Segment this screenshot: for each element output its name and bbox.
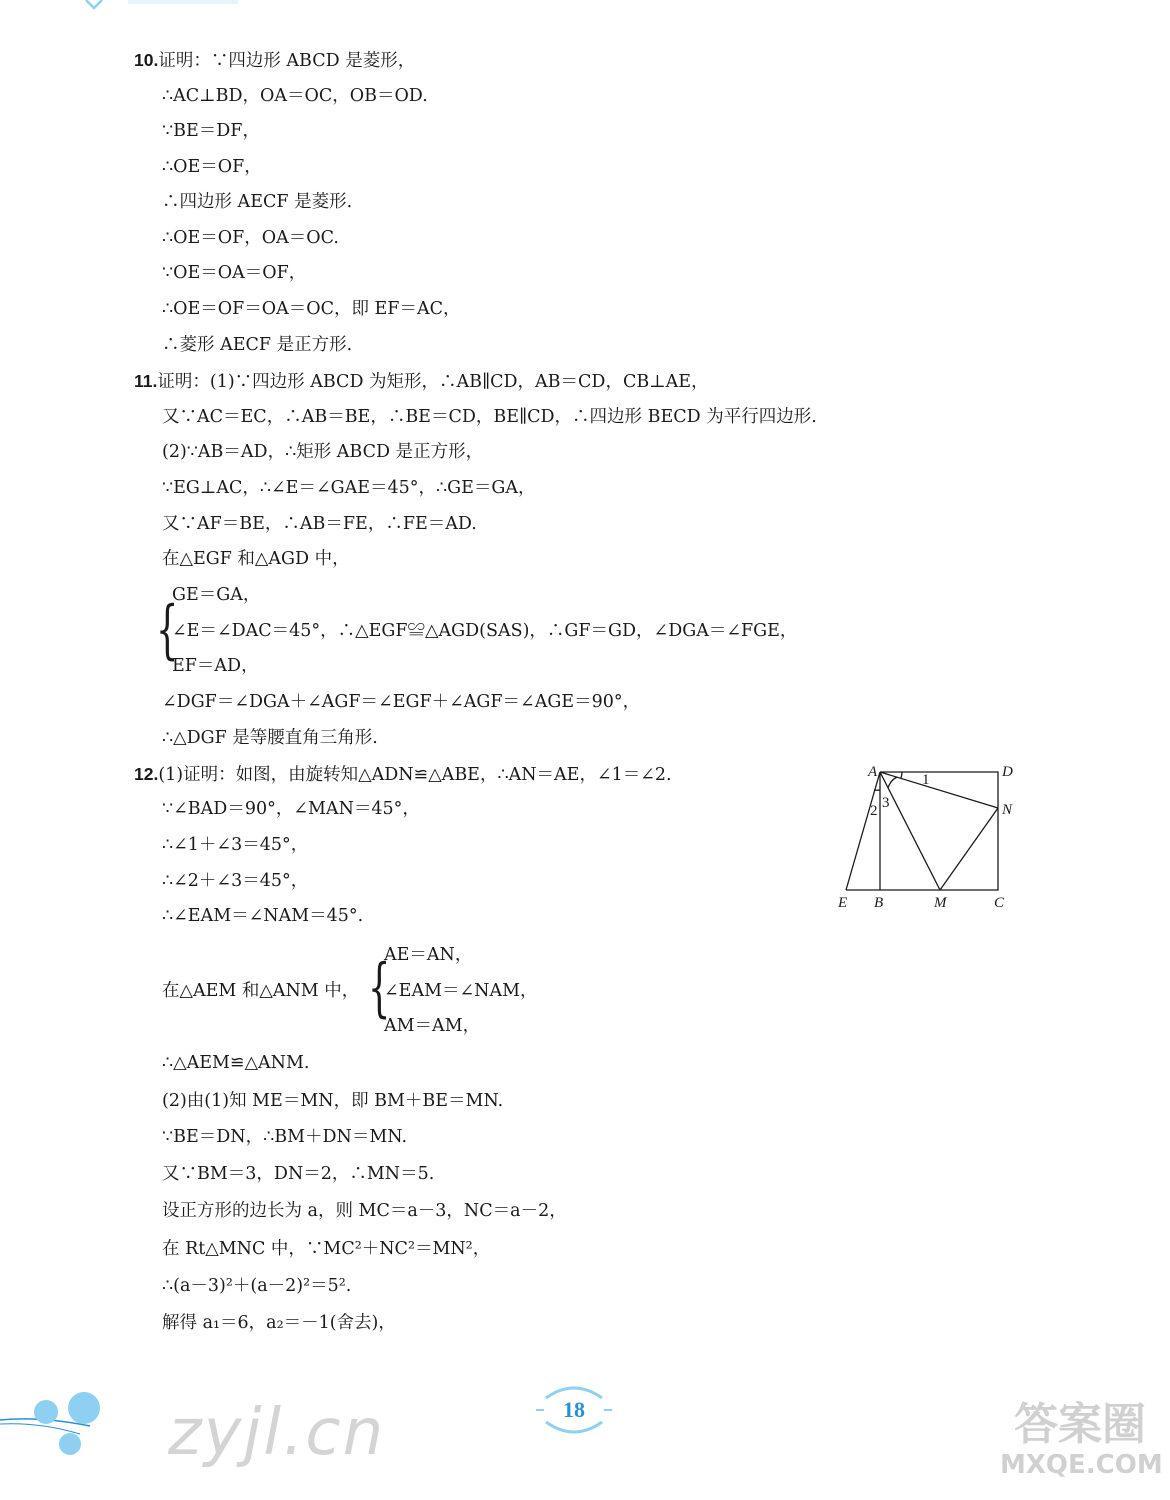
proof-line: 在△EGF 和△AGD 中， (162, 549, 350, 569)
angle-1-arc (901, 772, 902, 778)
square-rotation-figure (836, 760, 1026, 920)
proof-line: (2)∵AB＝AD，∴矩形 ABCD 是正方形， (162, 442, 484, 462)
proof-line: ∴∠1＋∠3＝45°， (162, 835, 309, 855)
problem-number: 10. (134, 50, 159, 70)
proof-line: (1)证明：如图，由旋转知△ADN≌△ABE，∴AN＝AE，∠1＝∠2. (158, 765, 672, 785)
label-angle-1: 1 (922, 772, 930, 788)
proof-line: ∵EG⊥AC，∴∠E＝∠GAE＝45°，∴GE＝GA， (162, 478, 536, 498)
proof-line: 在△AEM 和△ANM 中， (162, 981, 360, 1001)
watermark-right (1000, 1399, 1163, 1480)
label-d: D (1002, 764, 1013, 780)
proof-line: 解得 a₁＝6，a₂＝－1(舍去)， (162, 1313, 396, 1333)
proof-line: ∵∠BAD＝90°，∠MAN＝45°， (162, 799, 420, 819)
bubbles-decoration-icon (0, 1386, 110, 1466)
proof-line: ∴△DGF 是等腰直角三角形. (162, 728, 378, 748)
proof-line: ∴OE＝OF，OA＝OC. (162, 228, 339, 248)
problem-number: 12. (134, 764, 159, 784)
proof-line: ∵BE＝DN，∴BM＋DN＝MN. (162, 1127, 408, 1147)
proof-line: ∴∠2＋∠3＝45°， (162, 871, 309, 891)
proof-line: 证明：∵四边形 ABCD 是菱形， (158, 51, 416, 71)
system-brace: { (156, 593, 179, 667)
proof-line: 又∵AF＝BE，∴AB＝FE，∴FE＝AD. (162, 514, 477, 534)
proof-line: ∠EAM＝∠NAM， (384, 981, 538, 1001)
proof-line: ∵OE＝OA＝OF， (162, 263, 307, 283)
proof-line: ∵BE＝DF， (162, 121, 260, 141)
proof-line: (2)由(1)知 ME＝MN，即 BM＋BE＝MN. (162, 1091, 504, 1111)
label-m: M (934, 895, 947, 911)
problem-10-first-line (134, 48, 415, 73)
label-angle-3: 3 (882, 795, 890, 811)
proof-line: 在 Rt△MNC 中，∵MC²＋NC²＝MN²， (162, 1239, 491, 1259)
proof-line: ∴∠EAM＝∠NAM＝45°. (162, 906, 364, 926)
system-brace: { (368, 951, 391, 1025)
proof-line: 证明：(1)∵四边形 ABCD 为矩形，∴AB∥CD，AB＝CD，CB⊥AE， (157, 372, 709, 392)
chevron-icon (84, 0, 244, 14)
proof-line: ∴OE＝OF＝OA＝OC，即 EF＝AC， (162, 299, 461, 319)
problem-12-first-line (134, 762, 672, 787)
proof-line: 又∵AC＝EC，∴AB＝BE，∴BE＝CD，BE∥CD，∴四边形 BECD 为平行四边形. (162, 407, 817, 427)
proof-line: ∴△AEM≌△ANM. (162, 1053, 310, 1073)
problem-number: 11. (134, 371, 158, 391)
proof-line: ∴四边形 AECF 是菱形. (162, 192, 353, 212)
segment-mn (940, 808, 998, 890)
proof-line: ∴OE＝OF， (162, 157, 262, 177)
watermark-right-top: 答案圈 (1014, 1399, 1146, 1450)
label-a: A (868, 764, 878, 780)
proof-line: ∴AC⊥BD，OA＝OC，OB＝OD. (162, 86, 428, 106)
segment-an (880, 772, 998, 808)
label-b: B (874, 895, 884, 911)
watermark-right-bottom: MXQE.COM (1000, 1450, 1163, 1480)
angle-3-arc (888, 777, 897, 788)
proof-line: ∠E＝∠DAC＝45°，∴△EGF≌△AGD(SAS)，∴GF＝GD，∠DGA＝∠FGE， (172, 621, 798, 641)
proof-line: AM＝AM， (384, 1016, 481, 1036)
page-number: 18 (563, 1397, 585, 1422)
watermark-left: zyjl.cn (168, 1396, 386, 1470)
proof-line: AE＝AN， (384, 945, 473, 965)
segment-am (880, 772, 940, 890)
problem-11-first-line (134, 369, 709, 394)
proof-line: 设正方形的边长为 a，则 MC＝a－3，NC＝a－2， (162, 1201, 567, 1221)
label-c: C (994, 895, 1005, 911)
proof-line: GE＝GA， (172, 585, 261, 605)
label-n: N (1002, 802, 1013, 818)
proof-line: EF＝AD， (172, 656, 259, 676)
proof-line: ∴菱形 AECF 是正方形. (162, 335, 353, 355)
label-e: E (838, 895, 848, 911)
proof-line: ∴(a－3)²＋(a－2)²＝5². (162, 1276, 352, 1296)
label-angle-2: 2 (870, 803, 878, 819)
proof-line: ∠DGF＝∠DGA＋∠AGF＝∠EGF＋∠AGF＝∠AGE＝90°， (162, 692, 641, 712)
proof-line: 又∵BM＝3，DN＝2，∴MN＝5. (162, 1164, 435, 1184)
